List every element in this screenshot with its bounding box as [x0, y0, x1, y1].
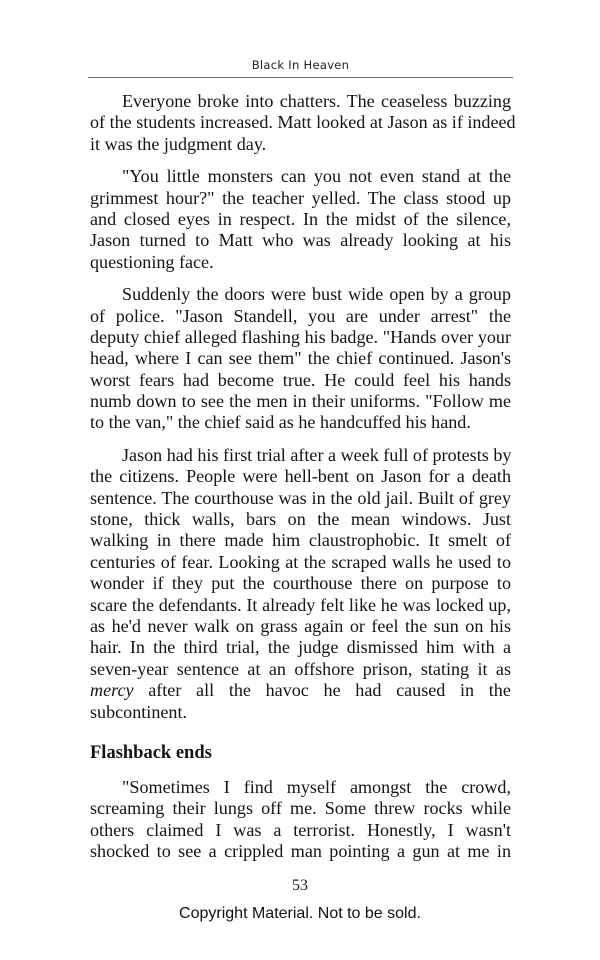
text-line: of the students increased. Matt looked at Jason as if indeed [90, 112, 516, 133]
word: in [460, 680, 475, 701]
text-line: screaming their lungs off me. Some threw rocks while [90, 798, 511, 819]
word: the [488, 680, 511, 701]
text-line: subcontinent. [90, 701, 187, 722]
text-line: grimmest hour?" the teacher yelled. The class stood up [90, 187, 511, 208]
text-line: hair. In the third trial, the judge dismissed him with a [90, 637, 511, 658]
text-line: wonder if they put the courthouse there on purpose to [90, 573, 511, 594]
text-line: to the van," the chief said as he handcuffed his hand. [90, 412, 471, 433]
text-line: Jason had his first trial after a week full of protests by [122, 444, 512, 465]
page-body [90, 91, 516, 874]
word: had [355, 680, 382, 701]
word: he [323, 680, 341, 701]
text-line-with-italic [90, 680, 511, 701]
italic-word: mercy [90, 680, 134, 701]
text-line: numb down to see the men in their uniforms. "Follow me [90, 391, 511, 412]
text-line: as he'd never walk on grass again or feel the sun on his [90, 615, 511, 636]
text-line: "Sometimes I find myself amongst the crowd, [122, 776, 511, 797]
text-line: scare the defendants. It already felt like he was locked up, [90, 594, 511, 615]
text-line: questioning face. [90, 251, 214, 272]
word: caused [396, 680, 446, 701]
text-line: walking in there made him claustrophobic. It smelt of [90, 530, 511, 551]
paragraph-1 [90, 91, 516, 155]
text-line: head, where I can see them" the chief continued. Jason's [90, 348, 511, 369]
text-line: "You little monsters can you not even stand at the [122, 166, 511, 187]
text-line: deputy chief alleged flashing his badge. "Hands over your [90, 326, 511, 347]
paragraph-5 [90, 777, 511, 863]
text-line: others claimed I was a terrorist. Honestly, I wasn't [90, 819, 511, 840]
text-line: sentence. The courthouse was in the old jail. Built of grey [90, 487, 511, 508]
paragraph-4 [90, 445, 511, 723]
text-line: centuries of fear. Looking at the scraped walls he used to [90, 551, 511, 572]
text-line: the citizens. People were hell-bent on Jason for a death [90, 466, 511, 487]
text-line: Suddenly the doors were bust wide open by a group [122, 284, 511, 305]
text-line: stone, thick walls, bars on the mean windows. Just [90, 509, 511, 530]
word: all [196, 680, 215, 701]
paragraph-3 [90, 284, 511, 434]
text-line: shocked to see a crippled man pointing a gun at me in [90, 841, 511, 862]
text-line: seven-year sentence at an offshore prison, stating it as [90, 658, 511, 679]
text-line: and closed eyes in respect. In the midst of the silence, [90, 208, 511, 229]
word: the [228, 680, 251, 701]
copyright-notice: Copyright Material. Not to be sold. [179, 905, 421, 922]
section-heading: Flashback ends [90, 742, 212, 763]
word: havoc [265, 680, 309, 701]
text-line: of police. "Jason Standell, you are under arrest" the [90, 305, 511, 326]
page-number: 53 [292, 877, 308, 894]
text-line: it was the judgment day. [90, 133, 267, 154]
header-rule [88, 77, 513, 78]
text-line: Jason turned to Matt who was already looking at his [90, 230, 511, 251]
text-line: Everyone broke into chatters. The ceaseless buzzing [122, 91, 511, 111]
text-line: worst fears had become true. He could feel his hands [90, 369, 511, 390]
word: after [148, 680, 182, 701]
running-header: Black In Heaven [251, 58, 350, 72]
paragraph-2 [90, 166, 511, 273]
